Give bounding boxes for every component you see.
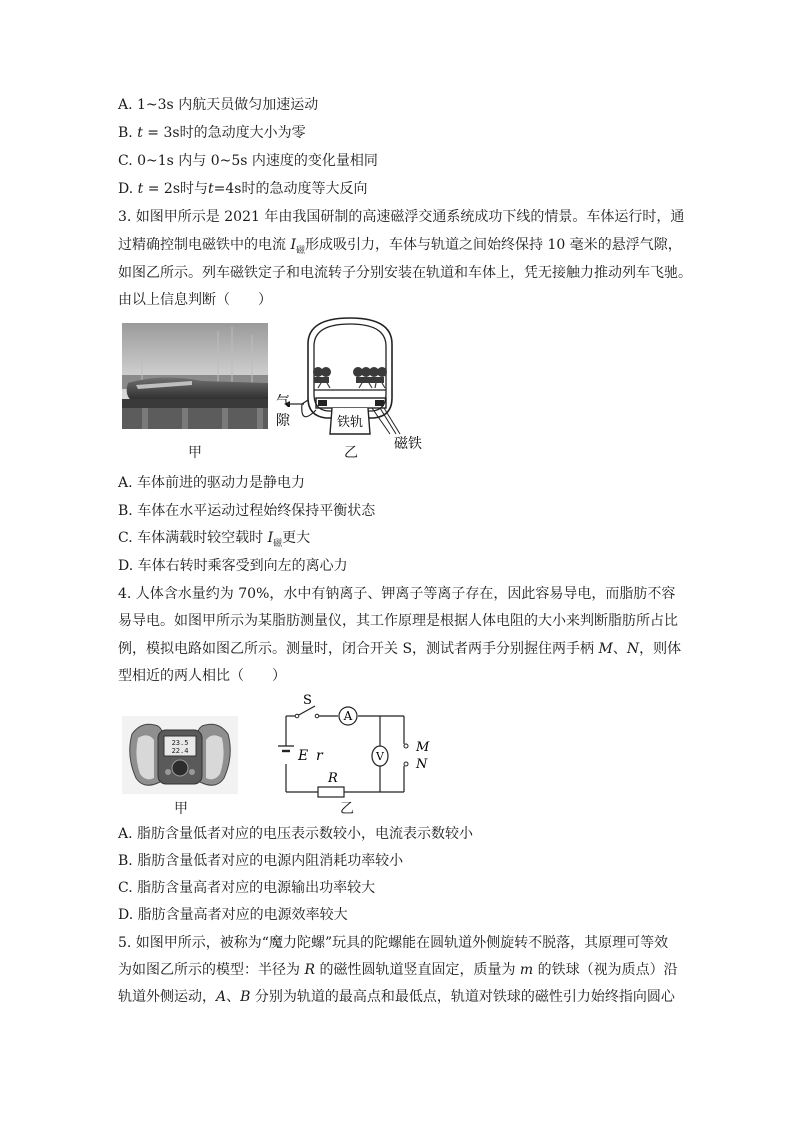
q5-stem-line3 <box>118 988 675 1006</box>
meter-screen-reading-1: 23.5 <box>171 739 189 747</box>
q4-line3-pre: 例，模拟电路如图乙所示。测量时，闭合开关 S，测试者两手分别握住两手柄 <box>118 641 599 657</box>
q4-option-a-text: A. 脂肪含量低者对应的电压表示数较小，电流表示数较小 <box>118 826 474 842</box>
q5-line3-post: 分别为轨道的最高点和最低点，轨道对铁球的磁性引力始终指向圆心 <box>250 989 675 1005</box>
q3-option-c-pre: C. 车体满载时较空载时 <box>118 530 268 546</box>
circuit-label-switch: S <box>303 693 312 708</box>
q2-option-b-prefix: B. <box>118 125 138 141</box>
q2-option-d-var1: t <box>137 181 144 197</box>
q5-line2-mid: 的磁性圆轨道竖直固定，质量为 <box>315 962 520 978</box>
label-xi: 隙 <box>276 413 290 429</box>
terminal-n-icon <box>404 762 408 766</box>
passenger-seats-icon <box>313 367 387 383</box>
q5-line2-pre: 为如图乙所示的模型：半径为 <box>118 962 305 978</box>
q2-option-c-text: C. 0~1s 内与 0~5s 内速度的变化量相同 <box>118 153 378 169</box>
q3-option-c-var: I <box>267 530 274 546</box>
q4-option-b <box>118 852 403 870</box>
q5-line3-sep: 、 <box>226 989 241 1005</box>
meter-screen-reading-2: 22.4 <box>171 747 189 755</box>
resistor-label: R <box>328 771 338 786</box>
q3-stem-line1 <box>118 208 684 226</box>
q4-line2-text: 易导电。如图甲所示为某脂肪测量仪，其工作原理是根据人体电阻的大小来判断脂肪所占比 <box>118 613 678 629</box>
terminal-n-label: N <box>416 757 428 772</box>
battery-internal-resistance-label: r <box>316 748 323 764</box>
q4-stem-line1 <box>118 585 675 603</box>
q3-option-c <box>118 529 310 553</box>
magnet-left-icon <box>318 400 327 406</box>
maglev-train-photo-art <box>122 323 268 429</box>
q4-option-d <box>118 906 348 924</box>
q3-option-b <box>118 502 375 520</box>
ammeter-label: A <box>343 709 353 723</box>
terminal-m-icon <box>404 744 408 748</box>
q2-option-d <box>118 180 367 198</box>
q2-option-d-prefix: D. <box>118 181 138 197</box>
q5-line1-text: 5. 如图甲所示，被称为“魔力陀螺”玩具的陀螺能在圆轨道外侧旋转不脱落，其原理可等效 <box>118 935 669 951</box>
q3-figure-jia-caption: 甲 <box>188 445 202 461</box>
q4-option-c-text: C. 脂肪含量高者对应的电源输出功率较大 <box>118 880 376 896</box>
q2-option-b-var: t <box>137 125 143 141</box>
q3-stem-line3 <box>118 264 692 282</box>
q4-option-d-text: D. 脂肪含量高者对应的电源效率较大 <box>118 907 348 923</box>
q4-line3-post: ，则体 <box>639 641 682 657</box>
q3-option-a-text: A. 车体前进的驱动力是静电力 <box>118 475 306 491</box>
magnet-right-icon <box>375 400 384 406</box>
q3-stem-line2 <box>118 236 682 260</box>
q5-stem-line2 <box>118 961 678 979</box>
q4-line3-m: M <box>598 641 613 657</box>
q3-line2-pre: 过精确控制电磁铁中的电流 <box>118 237 291 253</box>
q4-line3-n: N <box>626 641 640 657</box>
q5-stem-line1 <box>118 934 668 952</box>
q2-option-d-var2: t <box>208 181 214 197</box>
fat-meter-photo <box>122 716 238 794</box>
voltmeter-label: V <box>376 750 384 763</box>
seat-legs-icon <box>318 383 385 388</box>
magnet-pointer-lines <box>372 408 400 434</box>
q4-line3-sep: 、 <box>612 641 627 657</box>
battery-emf-label: E <box>298 748 309 764</box>
q5-line2-r: R <box>304 962 315 978</box>
switch-terminal-left-icon <box>295 714 299 718</box>
q2-option-d-text: =4s时的急动度等大反向 <box>213 181 368 197</box>
q3-line2-var: I <box>290 237 296 253</box>
q4-option-a <box>118 825 473 843</box>
q3-option-c-sub: 磁 <box>273 538 283 549</box>
q4-figure-jia-caption: 甲 <box>174 801 188 817</box>
q2-option-b-text: = 3s时的急动度大小为零 <box>142 125 306 141</box>
q3-option-d <box>118 557 348 575</box>
q2-option-a <box>118 96 318 114</box>
terminal-m-label: M <box>416 740 430 755</box>
resistor-icon <box>318 787 344 797</box>
q3-option-b-text: B. 车体在水平运动过程始终保持平衡状态 <box>118 503 376 519</box>
q3-option-d-text: D. 车体右转时乘客受到向左的离心力 <box>118 558 348 574</box>
battery-icon <box>278 746 294 751</box>
maglev-cross-section-diagram <box>270 314 430 456</box>
q3-option-c-post: 更大 <box>282 530 311 546</box>
label-tiegui: 铁轨 <box>336 415 364 430</box>
q5-line2-m: m <box>519 962 534 978</box>
q3-line4-text: 由以上信息判断（ ） <box>118 292 272 308</box>
q4-stem-line2 <box>118 612 678 630</box>
q3-line1-text: 3. 如图甲所示是 2021 年由我国研制的高速磁浮交通系统成功下线的情景。车体运行时，通 <box>118 209 685 225</box>
q2-option-d-mid: = 2s时与 <box>143 181 209 197</box>
q3-stem-line4 <box>118 291 272 309</box>
label-qi: 气 <box>276 394 290 410</box>
q3-line2-sub: 磁 <box>295 245 305 256</box>
q5-line3-a: A <box>216 989 227 1005</box>
q4-stem-line3 <box>118 640 681 658</box>
q2-option-a-text: A. 1~3s 内航天员做匀加速运动 <box>118 97 319 113</box>
switch-terminal-right-icon <box>315 714 319 718</box>
q4-stem-line4 <box>118 667 286 685</box>
q5-line3-b: B <box>240 989 251 1005</box>
q2-option-b <box>118 124 306 142</box>
q3-line2-post: 形成吸引力，车体与轨道之间始终保持 10 毫米的悬浮气隙， <box>305 237 682 253</box>
q4-figure-yi-caption: 乙 <box>340 801 354 817</box>
q5-line3-pre: 轨道外侧运动， <box>118 989 216 1005</box>
maglev-train-photo <box>122 323 268 429</box>
q3-line3-text: 如图乙所示。列车磁铁定子和电流转子分别安装在轨道和车体上，凭无接触力推动列车飞驰。 <box>118 265 692 281</box>
q4-option-b-text: B. 脂肪含量低者对应的电源内阻消耗功率较小 <box>118 853 404 869</box>
q2-option-c <box>118 152 378 170</box>
q4-line1-text: 4. 人体含水量约为 70%，水中有钠离子、钾离子等离子存在，因此容易导电，而脂肪不容 <box>118 586 676 602</box>
q3-figure-yi-caption: 乙 <box>344 445 358 461</box>
fat-meter-circuit-diagram <box>270 688 440 800</box>
q4-option-c <box>118 879 375 897</box>
q4-line4-text: 型相近的两人相比（ ） <box>118 668 286 684</box>
q3-option-a <box>118 474 305 492</box>
label-citie: 磁铁 <box>394 436 422 452</box>
fat-meter-photo-art <box>122 716 238 794</box>
q5-line2-post: 的铁球（视为质点）沿 <box>533 962 678 978</box>
